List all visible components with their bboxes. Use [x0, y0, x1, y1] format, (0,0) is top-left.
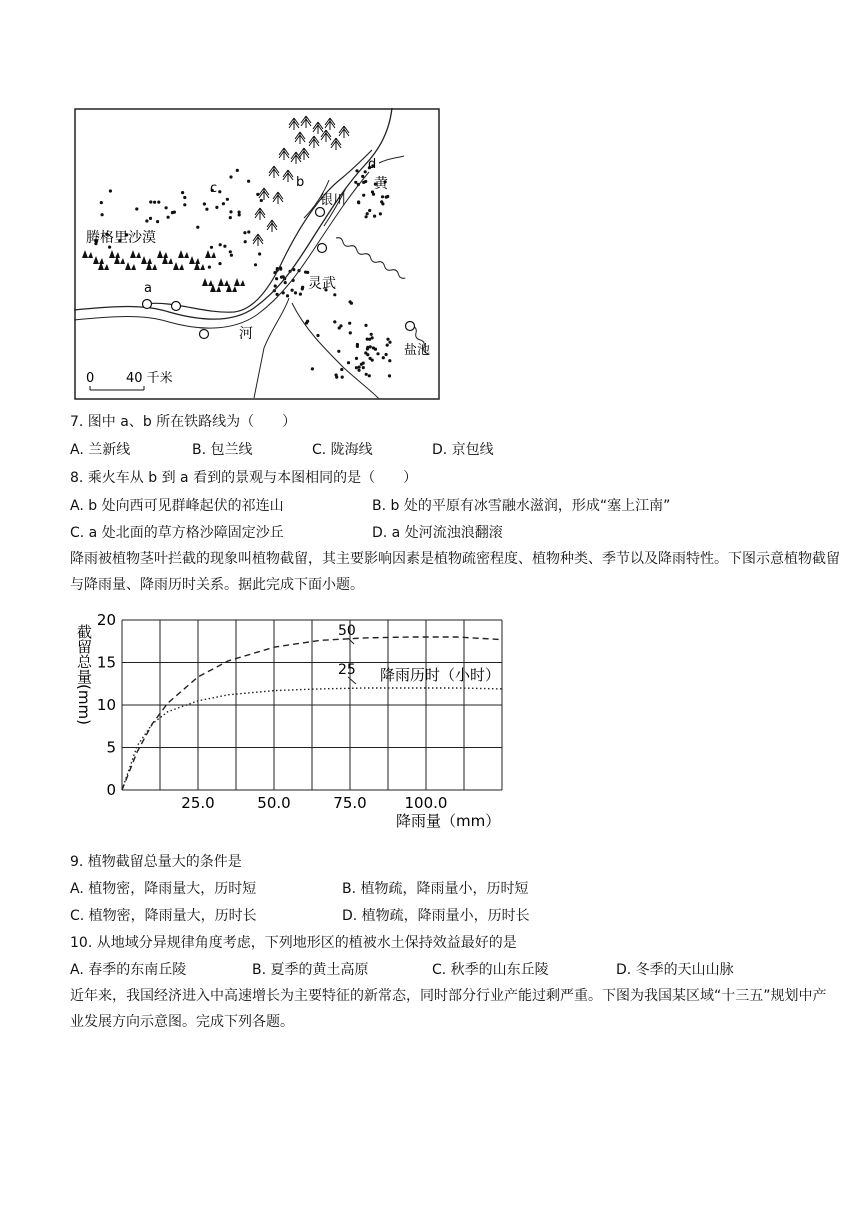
- desert-dot: [382, 356, 385, 359]
- desert-dot: [247, 180, 250, 183]
- desert-dot: [101, 213, 104, 216]
- desert-dot: [386, 344, 389, 347]
- q10-stem: 10. 从地域分异规律角度考虑，下列地形区的植被水土保持效益最好的是: [70, 935, 517, 951]
- point-c-label: c: [210, 181, 218, 196]
- desert-dot: [311, 367, 314, 370]
- desert-dot: [337, 350, 340, 353]
- desert-dot: [358, 369, 361, 372]
- desert-dot: [222, 202, 225, 205]
- desert-dot: [362, 194, 365, 197]
- desert-dot: [208, 266, 211, 269]
- station-a: [143, 300, 152, 309]
- desert-dot: [165, 206, 168, 209]
- desert-dot: [388, 341, 391, 344]
- desert-dot: [381, 195, 384, 198]
- q7-option-d: D. 京包线: [432, 442, 494, 458]
- desert-dot: [338, 326, 341, 329]
- desert-dot: [244, 240, 247, 243]
- chart-grid: [122, 620, 502, 790]
- q7-option-a: A. 兰新线: [70, 442, 131, 458]
- scale-distance: 40 千米: [126, 371, 173, 386]
- desert-dot: [247, 230, 250, 233]
- desert-dot: [196, 226, 199, 229]
- desert-dot: [299, 293, 302, 296]
- q8-option-b: B. b 处的平原有冰雪融水滋润，形成“塞上江南”: [372, 498, 671, 514]
- series-50-label: 50: [338, 623, 356, 639]
- desert-dot: [341, 376, 344, 379]
- desert-dot: [229, 175, 232, 178]
- q10-option-b: B. 夏季的黄土高原: [252, 962, 369, 978]
- town-circle: [200, 330, 209, 339]
- q8-option-d: D. a 处河流浊浪翻滚: [372, 525, 503, 541]
- desert-dot: [229, 250, 232, 253]
- desert-dot: [229, 216, 232, 219]
- yinchuan-city: [316, 208, 325, 217]
- desert-dot: [280, 276, 283, 279]
- desert-dot: [366, 346, 369, 349]
- y-tick-label: 15: [96, 653, 116, 672]
- desert-dot: [333, 293, 336, 296]
- desert-dot: [183, 203, 186, 206]
- point-d-label: d: [368, 157, 377, 172]
- desert-dot: [368, 374, 371, 377]
- point-b-label: b: [296, 175, 305, 190]
- q8-option-c: C. a 处北面的草方格沙障固定沙丘: [70, 525, 284, 541]
- desert-dot: [368, 338, 371, 341]
- interception-chart: [70, 608, 520, 833]
- desert-dot: [381, 202, 384, 205]
- desert-dot: [335, 376, 338, 379]
- q9-option-a: A. 植物密，降雨量大，历时短: [70, 881, 257, 897]
- desert-dot: [347, 361, 350, 364]
- desert-dot: [173, 211, 176, 214]
- q7-option-c: C. 陇海线: [312, 442, 373, 458]
- desert-dot: [364, 324, 367, 327]
- q9-stem: 9. 植物截留总量大的条件是: [70, 854, 242, 870]
- desert-dot: [275, 277, 278, 280]
- desert-dot: [362, 366, 365, 369]
- desert-dot: [340, 368, 343, 371]
- yanchi-label: 盐池: [404, 343, 431, 358]
- desert-dot: [370, 333, 373, 336]
- desert-dot: [284, 281, 287, 284]
- intro-interception: 降雨被植物茎叶拦截的现象叫植物截留，其主要影响因素是植物疏密程度、植物种类、季节以及降雨特性。下图示意植物截留与降雨量、降雨历时关系。据此完成下面小题。: [70, 551, 840, 593]
- lingwu-label: 灵武: [308, 276, 336, 292]
- y-tick-label: 0: [106, 781, 116, 799]
- desert-dot: [157, 201, 160, 204]
- q9-option-b: B. 植物疏，降雨量小，历时短: [342, 881, 529, 897]
- chart-xlabel: 降雨量（mm）: [396, 812, 501, 830]
- q7-option-b: B. 包兰线: [192, 442, 253, 458]
- desert-dot: [243, 231, 246, 234]
- desert-dot: [358, 366, 361, 369]
- desert-dot: [294, 291, 297, 294]
- desert-dot: [348, 322, 351, 325]
- series-25-label: 25: [338, 662, 356, 678]
- intro-industry: 近年来，我国经济进入中高速增长为主要特征的新常态，同时部分行业产能过剩严重。下图为我国某区域“十三五”规划中产业发展方向示意图。完成下列各题。: [70, 988, 827, 1030]
- desert-dot: [355, 366, 358, 369]
- desert-dot: [316, 334, 319, 337]
- y-tick-label: 10: [96, 696, 116, 714]
- desert-dot: [388, 359, 391, 362]
- desert-label: 腾格里沙漠: [86, 230, 156, 246]
- desert-dot: [167, 216, 170, 219]
- x-tick-label: 100.0: [404, 794, 448, 812]
- yanchi-city: [406, 322, 415, 331]
- desert-dot: [258, 252, 261, 255]
- desert-dot: [364, 180, 367, 183]
- desert-dot: [354, 181, 357, 184]
- desert-dot: [379, 212, 382, 215]
- desert-dot: [373, 215, 376, 218]
- desert-dot: [365, 373, 368, 376]
- desert-dot: [254, 263, 257, 266]
- desert-dot: [350, 302, 353, 305]
- desert-dot: [149, 217, 152, 220]
- desert-dot: [371, 359, 374, 362]
- q10-option-d: D. 冬季的天山山脉: [616, 962, 734, 978]
- desert-dot: [386, 195, 389, 198]
- q9-option-d: D. 植物疏，降雨量小，历时长: [342, 908, 530, 924]
- desert-dot: [223, 245, 226, 248]
- scale-zero: 0: [86, 371, 95, 386]
- chart-ticks: [97, 611, 448, 812]
- desert-dot: [368, 209, 371, 212]
- desert-dot: [361, 175, 364, 178]
- point-a-label: a: [144, 281, 152, 296]
- desert-dot: [100, 201, 103, 204]
- series-25-leader: [348, 677, 356, 684]
- desert-dot: [229, 210, 232, 213]
- desert-dot: [376, 352, 379, 355]
- q9-option-c: C. 植物密，降雨量大，历时长: [70, 908, 257, 924]
- station-a2: [172, 302, 181, 311]
- x-tick-label: 25.0: [181, 794, 215, 812]
- desert-dot: [153, 201, 156, 204]
- y-tick-label: 20: [96, 611, 116, 629]
- desert-dot: [364, 170, 367, 173]
- desert-dot: [362, 362, 365, 365]
- huang-label: 黄: [374, 176, 388, 192]
- desert-dot: [218, 262, 221, 265]
- q8-option-a: A. b 处向西可见群峰起伏的祁连山: [70, 498, 284, 514]
- x-tick-label: 50.0: [257, 794, 291, 812]
- desert-dot: [365, 215, 368, 218]
- desert-dot: [156, 220, 159, 223]
- desert-dot: [238, 213, 241, 216]
- desert-dot: [230, 254, 233, 257]
- desert-dot: [109, 189, 112, 192]
- desert-dot: [291, 289, 294, 292]
- desert-dot: [238, 211, 241, 214]
- desert-dot: [145, 219, 148, 222]
- desert-dot: [218, 190, 221, 193]
- chart-legend-title: 降雨历时（小时）: [380, 666, 501, 684]
- chart-ylabel: 截留总量(mm): [75, 624, 93, 725]
- desert-dot: [366, 212, 369, 215]
- yinchuan-label: 银川: [320, 193, 347, 208]
- desert-dot: [385, 353, 388, 356]
- x-tick-label: 75.0: [333, 794, 367, 812]
- desert-dot: [183, 196, 186, 199]
- desert-dot: [181, 191, 184, 194]
- desert-dot: [333, 320, 336, 323]
- q10-option-a: A. 春季的东南丘陵: [70, 962, 187, 978]
- region-map: [74, 108, 442, 404]
- river-label: 河: [239, 326, 253, 342]
- desert-dot: [203, 202, 206, 205]
- y-tick-label: 5: [106, 738, 116, 757]
- desert-dot: [304, 271, 307, 274]
- desert-dot: [215, 206, 218, 209]
- desert-dot: [205, 208, 208, 211]
- desert-dot: [386, 338, 389, 341]
- desert-dot: [135, 207, 138, 210]
- desert-dot: [349, 331, 352, 334]
- desert-dot: [260, 199, 263, 202]
- desert-dot: [236, 169, 239, 172]
- desert-dot: [210, 246, 213, 249]
- desert-dot: [226, 198, 229, 201]
- desert-dot: [374, 348, 377, 351]
- desert-dot: [219, 243, 222, 246]
- desert-dot: [305, 321, 308, 324]
- lingwu-city: [318, 244, 327, 253]
- desert-dot: [357, 200, 360, 203]
- desert-dot: [274, 284, 277, 287]
- desert-dot: [355, 357, 358, 360]
- desert-dot: [388, 374, 391, 377]
- desert-dot: [286, 294, 289, 297]
- desert-dot: [149, 200, 152, 203]
- desert-dot: [301, 286, 304, 289]
- q8-stem: 8. 乘火车从 b 到 a 看到的景观与本图相同的是（ ）: [70, 470, 418, 486]
- desert-dot: [366, 353, 369, 356]
- desert-dot: [356, 345, 359, 348]
- q10-option-c: C. 秋季的山东丘陵: [432, 962, 549, 978]
- q7-stem: 7. 图中 a、b 所在铁路线为（ ）: [70, 414, 297, 430]
